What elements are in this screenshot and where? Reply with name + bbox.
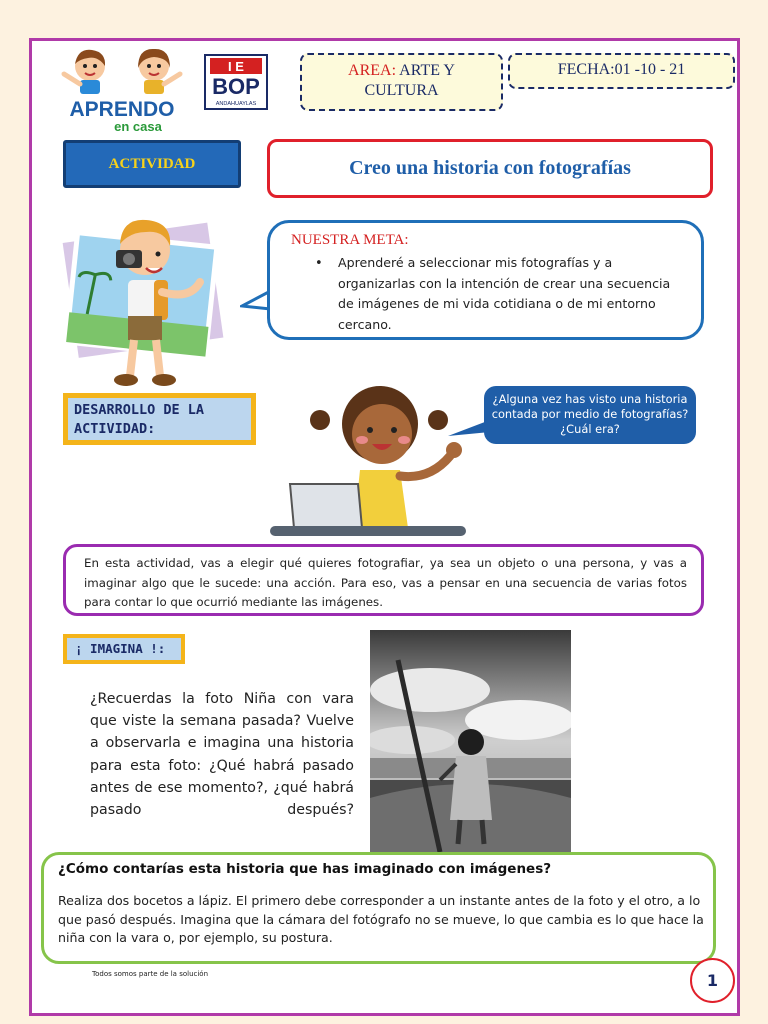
area-value-2: CULTURA [364,82,439,99]
date-box: FECHA:01 -10 - 21 [508,53,735,89]
page-number: 1 [690,958,735,1003]
photographer-boy-illustration [60,200,230,392]
meta-bullet: • [315,256,323,271]
meta-title: NUESTRA META: [291,232,409,248]
activity-intro: En esta actividad, vas a elegir qué quieres fotografiar, ya sea un objeto o una persona, y vas a imaginar algo que le sucede: una acción. Para eso, vas a pensar en una secuencia de varias fotos para contar lo que ocurrió mediante las imágenes. [63,544,704,616]
logo-aprendo-text: APRENDO [69,98,175,121]
school-logo-sub: ANDAHUAYLAS [215,101,257,107]
page-title: Creo una historia con fotografías [267,139,713,198]
como-title: ¿Cómo contarías esta historia que has imaginado con imágenes? [58,861,552,877]
desarrollo-heading: DESARROLLO DE LA ACTIVIDAD: [63,393,256,445]
area-value-1: ARTE Y [399,62,455,79]
aprendo-en-casa-logo [58,44,186,136]
school-logo-letters: I E [228,59,244,74]
como-text: Realiza dos bocetos a lápiz. El primero debe corresponder a un instante antes de la foto y el otro, a lo que pasó después. Imagina que la cámara del fotógrafo no se mueve, lo que cambia es lo que hace la niña con la vara o, por ejemplo, su postura. [58,893,704,945]
story-prompt: ¿Recuerdas la foto Niña con vara que viste la semana pasada? Vuelve a observarla e imagina una historia para esta foto: ¿Qué habrá pasado antes de ese momento?, ¿qué habrá pasado después? [90,691,354,819]
question-bubble: ¿Alguna vez has visto una historia contada por medio de fotografías? ¿Cuál era? [484,386,696,444]
girl-with-laptop-illustration [270,380,470,540]
logo-en-casa-text: en casa [114,119,162,134]
imagina-heading: ¡ IMAGINA !: [63,634,185,664]
area-label: AREA: [348,62,397,79]
school-logo [204,54,268,110]
footer-note: Todos somos parte de la solución [92,970,209,978]
meta-text: Aprenderé a seleccionar mis fotografías y a organizarlas con la intención de crear una secuencia de imágenes de mi vida cotidiana o de mi entorno cercano. [338,255,671,332]
girl-with-pole-photo [370,630,571,852]
actividad-label: ACTIVIDAD [63,140,241,188]
school-logo-name: BOP [212,74,260,99]
area-box [300,53,503,111]
